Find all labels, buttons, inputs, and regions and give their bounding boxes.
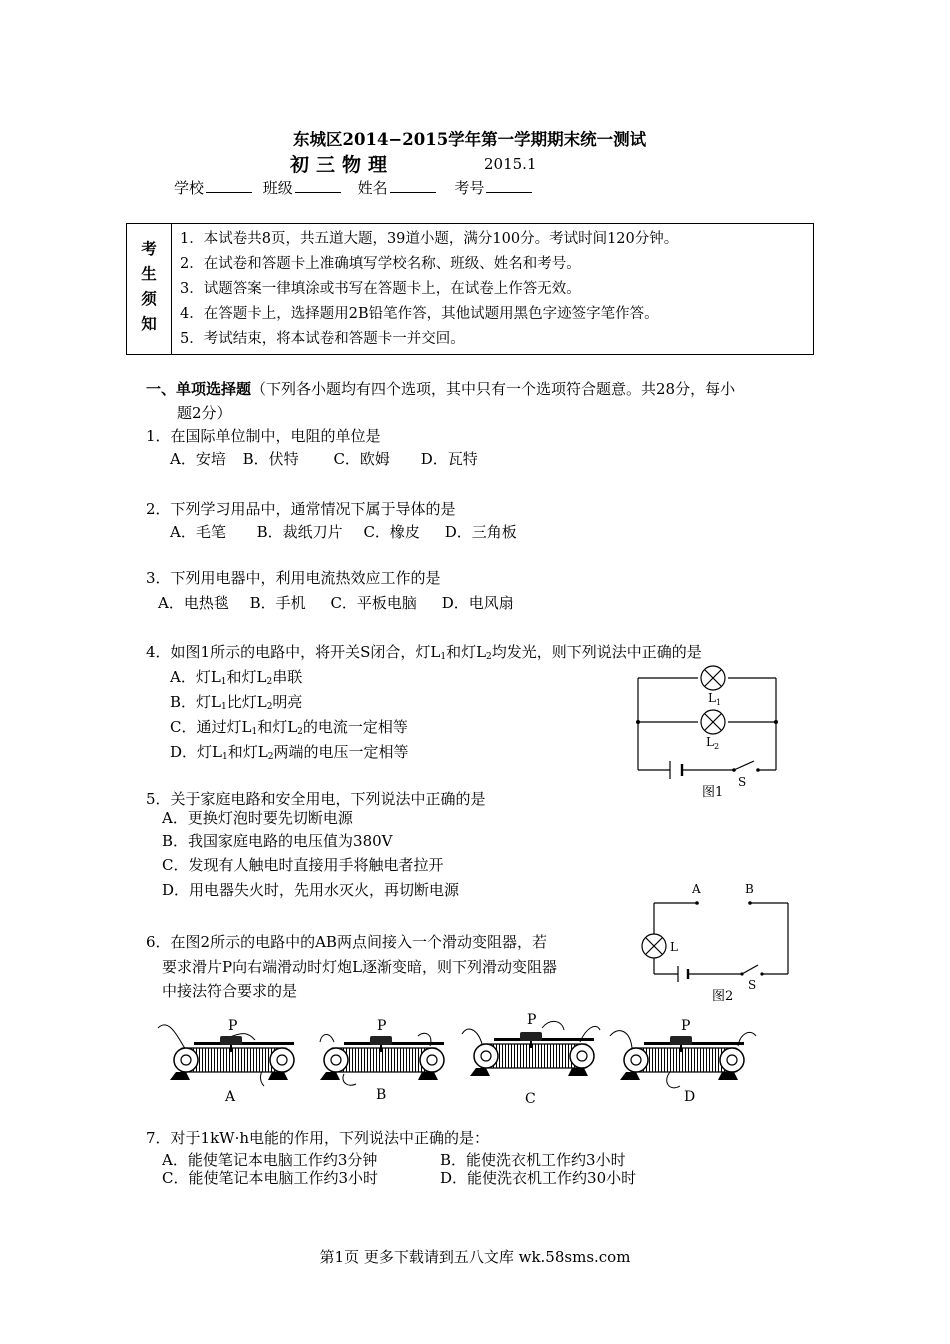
q2-option-c[interactable]: C．橡皮 — [363, 523, 420, 541]
info-fields — [174, 177, 532, 198]
rheostat-a-p-label: P — [228, 1018, 238, 1034]
rheostat-d-label: D — [684, 1089, 696, 1105]
fig1-label-l1: $L_1$ — [708, 691, 722, 707]
q4-sub: 1 — [440, 652, 447, 662]
notice-item: 4．在答题卡上，选择题用2B铅笔作答，其他试题用黑色字迹签字笔作答。 — [180, 306, 659, 322]
fig2-label-l: L — [670, 940, 678, 954]
q3-stem: 3．下列用电器中，利用电流热效应工作的是 — [146, 569, 441, 587]
q4-stem-part: 和灯L — [446, 643, 487, 661]
q6-line-1: 6．在图2所示的电路中的AB两点间接入一个滑动变阻器，若 — [146, 933, 547, 951]
q4-stem-part: 4．如图1所示的电路中，将开关S闭合，灯L — [146, 643, 441, 661]
fig2-label-s: S — [748, 978, 757, 992]
subject-title: 初三物理 — [290, 154, 395, 176]
rheostat-c-icon[interactable] — [462, 1021, 600, 1076]
q2-option-b[interactable]: B．裁纸刀片 — [256, 523, 343, 541]
section1-heading — [146, 378, 735, 399]
q3-option-c[interactable]: C．平板电脑 — [330, 594, 417, 612]
q2-option-d[interactable]: D．三角板 — [444, 523, 517, 541]
name-blank[interactable] — [390, 178, 436, 193]
q6-line-3: 中接法符合要求的是 — [162, 982, 298, 1000]
q5-option-d[interactable]: D．用电器失火时，先用水灭火，再切断电源 — [162, 881, 460, 899]
point-b-icon — [748, 901, 752, 905]
point-a-icon — [695, 901, 699, 905]
q1-option-c[interactable]: C．欧姆 — [333, 450, 390, 468]
rheostat-b-icon[interactable] — [320, 1033, 444, 1085]
notice-item: 2．在试卷和答题卡上准确填写学校名称、班级、姓名和考号。 — [180, 256, 581, 272]
fig2-label-a: A — [692, 882, 701, 896]
q7-option-a[interactable]: A．能使笔记本电脑工作约3分钟 — [162, 1151, 378, 1169]
notice-label-char: 须 — [141, 289, 157, 308]
q2-options — [170, 521, 517, 542]
fig1-label-l2: $L_2$ — [706, 735, 720, 751]
q7-option-c[interactable]: C．能使笔记本电脑工作约3小时 — [162, 1169, 379, 1187]
fig2-label-b: B — [745, 882, 754, 896]
q3-option-a[interactable]: A．电热毯 — [158, 594, 229, 612]
q5-option-c[interactable]: C．发现有人触电时直接用手将触电者拉开 — [162, 856, 444, 874]
rheostat-c-label: C — [525, 1091, 536, 1107]
field-number-label: 考号 — [454, 179, 485, 197]
fig1-label-s: S — [738, 775, 747, 789]
notice-items — [172, 224, 814, 355]
q5-option-a[interactable]: A．更换灯泡时要先切断电源 — [162, 809, 353, 827]
q1-options — [170, 448, 478, 469]
q2-stem: 2．下列学习用品中，通常情况下属于导体的是 — [146, 500, 456, 518]
q7-option-b[interactable]: B．能使洗衣机工作约3小时 — [440, 1151, 626, 1169]
section1-desc: （下列各小题均有四个选项，其中只有一个选项符合题意。共28分，每小 — [251, 380, 736, 398]
q4-option-d[interactable]: D．灯$L_1$和灯$L_2$两端的电压一定相等 — [170, 743, 409, 762]
exam-date: 2015.1 — [484, 155, 537, 173]
notice-label — [127, 224, 172, 355]
q4-option-a[interactable]: A．灯$L_1$和灯$L_2$串联 — [170, 668, 303, 687]
q4-option-b[interactable]: B．灯$L_1$比灯$L_2$明亮 — [170, 693, 303, 712]
q4-stem-part: 均发光，则下列说法中正确的是 — [491, 643, 702, 661]
rheostat-b-label: B — [376, 1087, 387, 1103]
number-blank[interactable] — [486, 178, 532, 193]
q3-option-d[interactable]: D．电风扇 — [441, 594, 514, 612]
q6-line-2: 要求滑片P向右端滑动时灯炮L逐渐变暗，则下列滑动变阻器 — [162, 958, 558, 976]
q5-stem: 5．关于家庭电路和安全用电，下列说法中正确的是 — [146, 790, 486, 808]
q5-option-b[interactable]: B．我国家庭电路的电压值为380V — [162, 832, 393, 850]
school-blank[interactable] — [206, 178, 252, 193]
figure-2-circuit — [630, 876, 800, 1006]
notice-label-char: 生 — [141, 264, 157, 283]
field-school-label: 学校 — [174, 179, 205, 197]
q2-option-a[interactable]: A．毛笔 — [170, 523, 226, 541]
notice-label-char: 知 — [141, 314, 157, 333]
q7-stem: 7．对于1kW·h电能的作用，下列说法中正确的是： — [146, 1129, 490, 1147]
q4-sub: 2 — [486, 652, 492, 662]
class-blank[interactable] — [295, 178, 341, 193]
q4-option-c[interactable]: C．通过灯$L_1$和灯$L_2$的电流一定相等 — [170, 718, 408, 737]
notice-table — [126, 223, 814, 355]
q4-stem — [146, 641, 702, 662]
q3-options — [158, 592, 514, 613]
rheostat-d-icon[interactable] — [610, 1031, 756, 1088]
q1-stem: 1．在国际单位制中，电阻的单位是 — [146, 427, 381, 445]
q1-option-d[interactable]: D．瓦特 — [420, 450, 478, 468]
notice-label-char: 考 — [141, 239, 157, 258]
figure-1-circuit — [630, 660, 790, 805]
rheostat-options — [150, 1012, 770, 1112]
q1-option-b[interactable]: B．伏特 — [242, 450, 299, 468]
field-class-label: 班级 — [262, 179, 293, 197]
rheostat-c-p-label: P — [527, 1012, 537, 1028]
fig2-caption: 图2 — [712, 989, 734, 1004]
rheostat-b-p-label: P — [377, 1018, 387, 1034]
exam-title: 东城区2014−2015学年第一学期期末统一测试 — [293, 130, 647, 149]
notice-item: 1．本试卷共8页，共五道大题，39道小题，满分100分。考试时间120分钟。 — [180, 231, 679, 247]
q1-option-a[interactable]: A．安培 — [170, 450, 226, 468]
notice-item: 3．试题答案一律填涂或书写在答题卡上，在试卷上作答无效。 — [180, 281, 581, 297]
section1-desc-cont: 题2分） — [177, 404, 232, 422]
section1-title: 一、单项选择题 — [146, 380, 252, 398]
rheostat-d-p-label: P — [681, 1018, 691, 1034]
fig1-caption: 图1 — [702, 785, 724, 800]
rheostat-a-label: A — [225, 1089, 236, 1105]
q7-option-d[interactable]: D．能使洗衣机工作约30小时 — [440, 1169, 637, 1187]
q3-option-b[interactable]: B．手机 — [249, 594, 306, 612]
rheostat-a-icon[interactable] — [158, 1025, 294, 1086]
page-footer: 第1页 更多下载请到五八文库 wk.58sms.com — [319, 1248, 631, 1266]
notice-item: 5．考试结束，将本试卷和答题卡一并交回。 — [180, 331, 465, 347]
field-name-label: 姓名 — [357, 179, 388, 197]
